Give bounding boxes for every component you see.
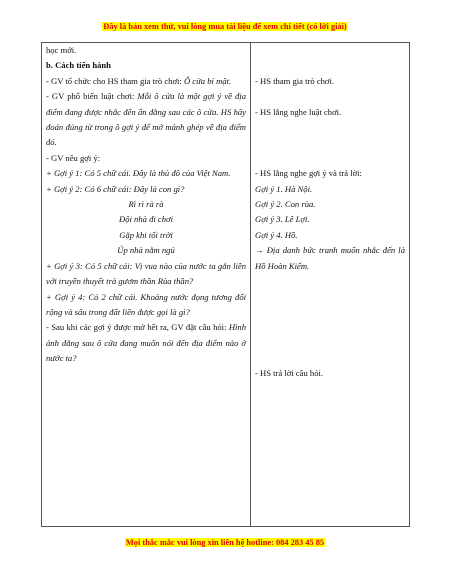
hint-4: + Gợi ý 4: Có 2 chữ cái. Khoảng nước đọng tương đối rộng và sâu trong đất liền được gọi là gì? (46, 291, 246, 317)
hints-intro: - GV nêu gợi ý: (46, 152, 101, 163)
hint-3: + Gợi ý 3: Có 5 chữ cái: Vị vua nào của nước ta gắn liền với truyền thuyết trả gươm thần Rùa thần? (46, 260, 246, 287)
teacher-activity-column (42, 43, 251, 527)
student-answer-question: - HS trả lời câu hỏi. (255, 368, 324, 379)
game-name: Ô cửa bí mật. (183, 75, 232, 86)
lesson-table (41, 42, 410, 527)
game-rules: Mỗi ô cửa là một gợi ý về địa điểm đang được nhắc đến ẩn đằng sau các ô cửa. HS hãy đoán đúng từ trong ô gợi ý để mở mảnh ghép về địa điểm đó. (46, 91, 246, 148)
intro-line: học mới. (46, 45, 77, 55)
poem-line: Đội nhà đi chơi (119, 214, 173, 225)
game-rules-text: - GV phổ biến luật chơi: Mỗi ô cửa là một gợi ý về địa điểm đang được nhắc đến ẩn đằng sau các ô cửa. HS hãy đoán đúng từ trong ô gợi ý để mở mảnh ghép về địa điểm đó. (46, 91, 246, 148)
hint-1: + Gợi ý 1: Có 5 chữ cái. Đây là thủ đô của Việt Nam. (46, 168, 231, 179)
section-heading: b. Cách tiến hành (46, 60, 111, 71)
student-listen-hints: - HS lắng nghe gợi ý và trả lời: (255, 168, 362, 179)
poem-line: Úp nhà nằm ngủ (117, 245, 175, 256)
final-question-text: - Sau khi các gợi ý được mở hết ra, GV đặt câu hỏi: Hình ảnh đằng sau ô cửa đang muốn nói đến địa điểm nào ở nước ta? (46, 322, 246, 364)
student-join-game: - HS tham gia trò chơi. (255, 75, 335, 86)
hint-2: + Gợi ý 2: Có 6 chữ cái: Đây là con gì? (46, 183, 185, 194)
organize-game-text: - GV tổ chức cho HS tham gia trò chơi: Ô cửa bí mật. (46, 75, 232, 86)
poem-line: Gặp khi tối trời (119, 229, 173, 240)
footer-banner: Mọi thắc mắc vui lòng xin liên hệ hotline: 084 283 45 85 (125, 538, 325, 547)
answer-item: Gợi ý 4. Hồ. (255, 229, 298, 240)
table-row (42, 43, 410, 527)
student-listen-rules: - HS lắng nghe luật chơi. (255, 106, 342, 117)
answer-item: Gợi ý 1. Hà Nội. (255, 183, 313, 194)
answer-item: Gợi ý 3. Lê Lợi. (255, 214, 310, 225)
answer-item: Gợi ý 2. Con rùa. (255, 198, 316, 209)
answer-conclusion: → Địa danh bức tranh muốn nhắc đến là Hồ Hoàn Kiếm. (255, 245, 405, 271)
student-activity-column (251, 43, 410, 527)
poem-line: Rì rì rà rà (128, 199, 164, 210)
header-banner: Đây là bản xem thử, vui lòng mua tài liệu để xem chi tiết (có lời giải) (103, 22, 347, 31)
final-question: Hình ảnh đằng sau ô cửa đang muốn nói đến địa điểm nào ở nước ta? (46, 322, 246, 364)
